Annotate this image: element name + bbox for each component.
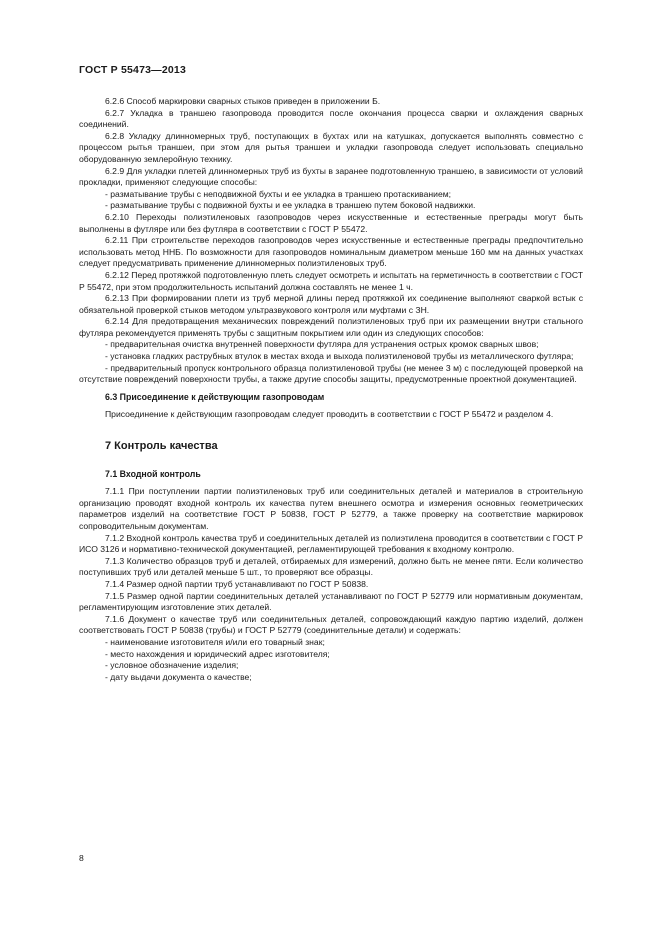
paragraph-7-1-4: 7.1.4 Размер одной партии труб устанавливают по ГОСТ Р 50838.	[105, 578, 369, 589]
paragraph-6-2-9: 6.2.9 Для укладки плетей длинномерных труб из бухты в заранее подготовленную траншею, в зависимости от условий прокладки, применяют следующие способы:	[79, 165, 583, 188]
paragraph-6-2-7: 6.2.7 Укладка в траншею газопровода проводится после окончания процесса сварки и охлаждения сварных соединений.	[79, 107, 583, 130]
list-item: - условное обозначение изделия;	[105, 660, 239, 671]
paragraph-7-1-2: 7.1.2 Входной контроль качества труб и соединительных деталей из полиэтилена проводится в соответствии с ГОСТ Р ИСО 3126 и нормативно-технической документацией, регламентирующей требования к входному контролю.	[79, 532, 583, 555]
list-item: - предварительная очистка внутренней поверхности футляра для устранения острых кромок сварных швов;	[105, 339, 539, 350]
paragraph-6-2-10: 6.2.10 Переходы полиэтиленовых газопроводов через искусственные и естественные преграды могут быть выполнены в футляре или без футляра в соответствии с ГОСТ Р 55472.	[79, 211, 583, 234]
paragraph-6-2-12: 6.2.12 Перед протяжкой подготовленную плеть следует осмотреть и испытать на герметичность в соответствии с ГОСТ Р 55472, при этом продолжительность испытаний должна составлять не менее 1 ч.	[79, 269, 583, 292]
list-item: - место нахождения и юридический адрес изготовителя;	[105, 648, 330, 659]
page-header-title: ГОСТ Р 55473—2013	[79, 64, 187, 76]
list-item: - предварительный пропуск контрольного образца полиэтиленовой трубы (не менее 3 м) с последующей проверкой на отсутствие повреждений поверхности трубы, а также другие способы защиты, предусмотренные проектной документацией.	[79, 362, 583, 385]
page-number: 8	[79, 853, 84, 863]
paragraph-6-2-6: 6.2.6 Способ маркировки сварных стыков приведен в приложении Б.	[105, 96, 381, 106]
paragraph-6-3: Присоединение к действующим газопроводам следует проводить в соответствии с ГОСТ Р 55472 и разделом 4.	[105, 409, 554, 420]
list-item: - дату выдачи документа о качестве;	[105, 671, 252, 682]
paragraph-6-2-13: 6.2.13 При формировании плети из труб мерной длины перед протяжкой их соединение выполняют сваркой встык с обязательной проверкой стыков методом ультразвукового контроля или муфтами с ЗН.	[79, 293, 583, 315]
subsection-heading-7-1: 7.1 Входной контроль	[105, 468, 201, 479]
paragraph-7-1-6: 7.1.6 Документ о качестве труб или соединительных деталей, сопровождающий каждую партию изделий, должен соответствовать ГОСТ Р 50838 (трубы) и ГОСТ Р 52779 (соединительные детали) и содержать:	[79, 613, 583, 636]
paragraph-7-1-1: 7.1.1 При поступлении партии полиэтиленовых труб или соединительных деталей и материалов в строительную организацию проводят входной контроль их качества путем внешнего осмотра и измерения основных геометрических параметров изделий на соответствие ГОСТ Р 50838, ГОСТ Р 52779, а также проверку на соответствие маркировок сопроводительным документам.	[79, 486, 583, 531]
paragraph-7-1-5: 7.1.5 Размер одной партии соединительных деталей устанавливают по ГОСТ Р 52779 или нормативным документам, регламентирующим изготовление этих деталей.	[79, 590, 583, 613]
subsection-heading-6-3: 6.3 Присоединение к действующим газопроводам	[105, 391, 325, 402]
paragraph-6-2-8: 6.2.8 Укладку длинномерных труб, поступающих в бухтах или на катушках, допускается выполнять совместно с процессом рытья траншеи, при этом для рытья траншеи и укладки газопровода следует использовать специально оборудованную землеройную технику.	[79, 130, 583, 164]
document-body	[79, 96, 583, 683]
list-item: - разматывание трубы с неподвижной бухты и ее укладка в траншею протаскиванием;	[105, 188, 452, 199]
paragraph-6-2-14: 6.2.14 Для предотвращения механических повреждений полиэтиленовых труб при их размещении внутри стального футляра рекомендуется применять трубы с защитным покрытием или один из следующих способов:	[79, 316, 583, 338]
list-item: - наименование изготовителя и/или его товарный знак;	[105, 636, 325, 647]
section-heading-7: 7 Контроль качества	[105, 440, 218, 453]
list-item: - разматывание трубы с подвижной бухты и ее укладка в траншею путем боковой надвижки.	[105, 200, 476, 211]
list-item: - установка гладких раструбных втулок в местах входа и выхода полиэтиленовой трубы из металлического футляра;	[105, 351, 574, 362]
paragraph-6-2-11: 6.2.11 При строительстве переходов газопроводов через искусственные и естественные преграды предпочтительно использовать метод ННБ. По возможности для газопроводов номинальным диаметром меньше 160 мм на данных участках следует предусматривать применение длинномерных полиэтиленовых труб.	[79, 235, 583, 269]
paragraph-7-1-3: 7.1.3 Количество образцов труб и деталей, отбираемых для измерений, должно быть не менее пяти. Если количество поступивших труб или деталей меньше 5 шт., то проверяют все образцы.	[79, 555, 583, 578]
